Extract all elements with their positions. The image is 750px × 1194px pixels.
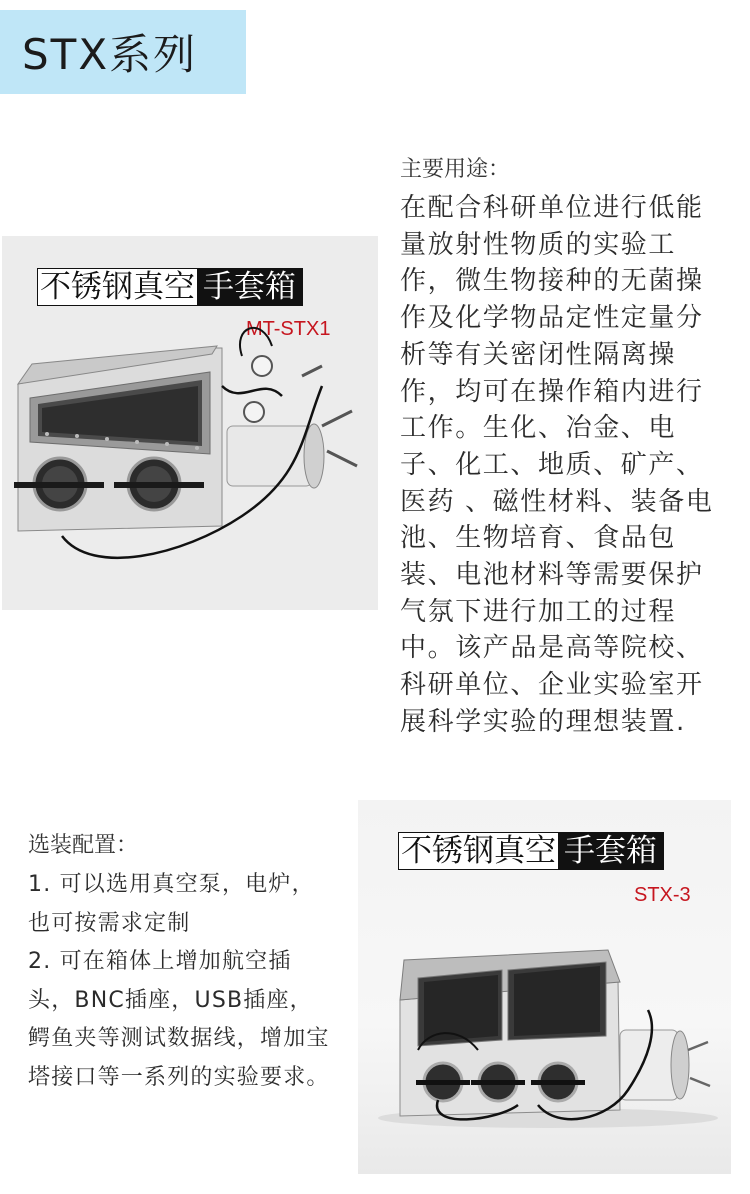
options-list <box>28 866 336 1097</box>
series-title: STX系列 <box>0 10 246 94</box>
usage-heading: 主要用途： <box>400 157 511 182</box>
glovebox-stx1-illustration <box>2 236 378 610</box>
option-item: 2. 可在箱体上增加航空插头，BNC插座，USB插座，鳄鱼夹等测试数据线，增加宝塔接口等一系列的实验要求。 <box>28 949 330 1090</box>
banner-text-white: 不锈钢真空 <box>40 269 195 305</box>
options-heading: 选装配置： <box>28 833 139 858</box>
model-label: STX-3 <box>634 884 691 906</box>
option-item: 1. 可以选用真空泵，电炉，也可按需求定制 <box>28 872 315 936</box>
product-image-panel-stx3 <box>358 800 731 1174</box>
usage-text: 在配合科研单位进行低能量放射性物质的实验工作，微生物接种的无菌操作及化学物品定性定量分析等有关密闭性隔离操作，均可在操作箱内进行工作。生化、冶金、电子、化工、地质、矿产、医药 、磁性材料、装备电池、生物培育、食品包装、电池材料等需要保护气氛下进行加工的过程中。该产品是高等院校、科研单位、企业实验室开展科学实验的理想装置. <box>400 193 714 737</box>
banner-text-black: 手套箱 <box>197 269 302 305</box>
banner-text-black: 手套箱 <box>558 833 663 869</box>
glovebox-stx3-illustration <box>358 800 731 1174</box>
banner-text-white: 不锈钢真空 <box>401 833 556 869</box>
model-label: MT-STX1 <box>246 318 331 340</box>
product-image-panel-stx1 <box>2 236 378 610</box>
